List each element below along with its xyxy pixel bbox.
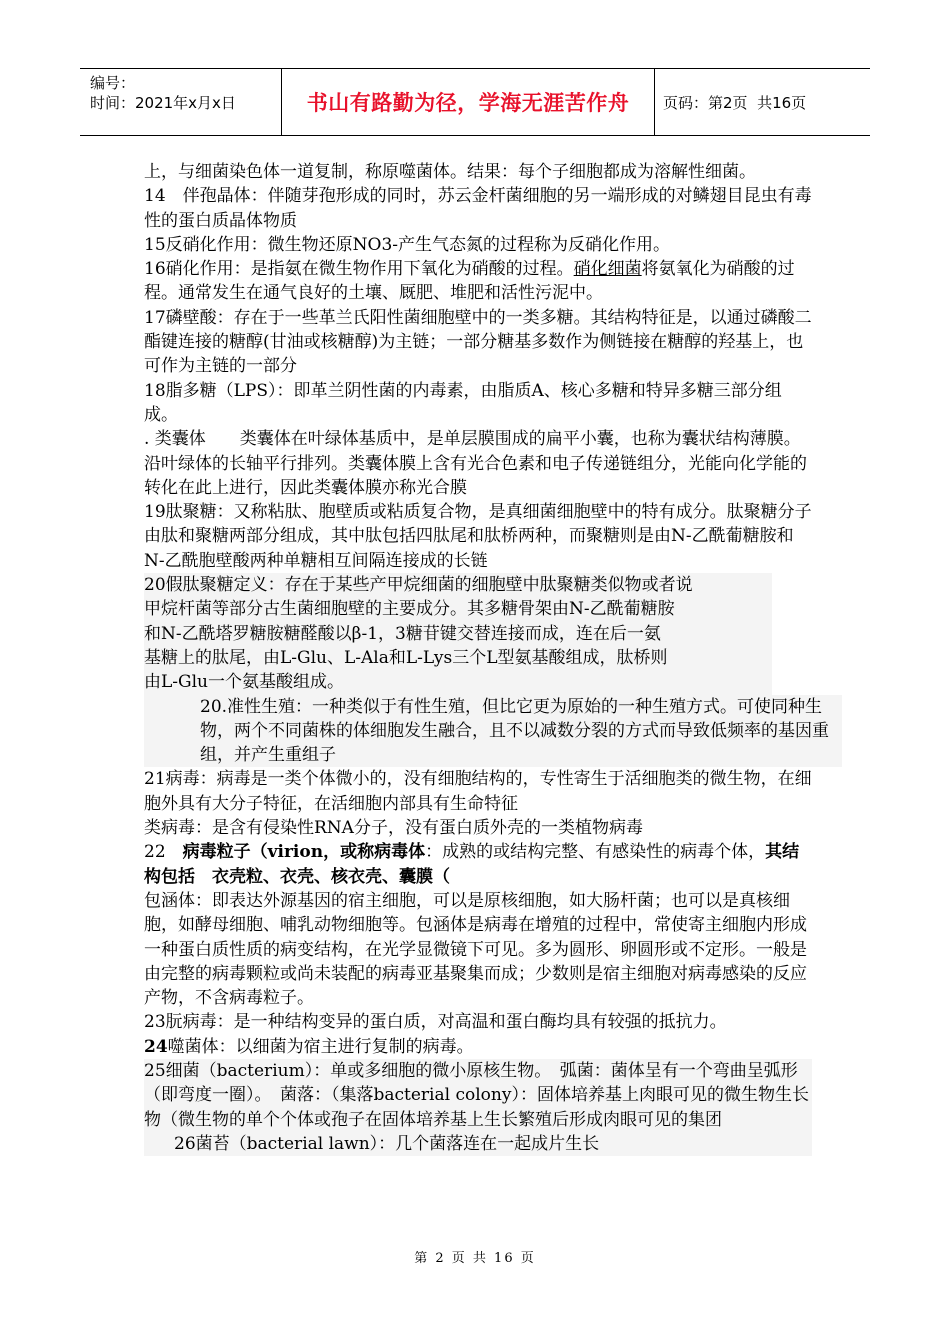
- paragraph-virus: 21病毒：病毒是一类个体微小的，没有细胞结构的，专性寄生于活细胞类的微生物，在细胞外具有大分子特征，在活细胞内部具有生命特征: [144, 769, 812, 814]
- paragraph-pseudopeptidoglycan: [144, 573, 772, 694]
- paragraph-thylakoid: . 类囊体 类囊体在叶绿体基质中，是单层膜围成的扁平小囊，也称为囊状结构薄膜。沿叶绿体的长轴平行排列。类囊体膜上含有光合色素和电子传递链组分，光能向化学能的转化在此上进行，因此类囊体膜亦称光合膜: [144, 429, 807, 498]
- pseudo-line-2: 甲烷杆菌等部分古生菌细胞壁的主要成分。其多糖骨架由N-乙酰葡糖胺: [144, 599, 675, 620]
- pseudo-line-4: 基糖上的肽尾，由L-Glu、L-Ala和L-Lys三个L型氨基酸组成，肽桥则: [144, 647, 668, 668]
- pseudo-line-1: 20假肽聚糖定义：存在于某些产甲烷细菌的细胞壁中肽聚糖类似物或者说: [144, 575, 693, 596]
- paragraph-parasexual: 20.准性生殖：一种类似于有性生殖，但比它更为原始的一种生殖方式。可使同种生物，两个不同菌株的体细胞发生融合，且不以减数分裂的方式而导致低频率的基因重组，并产生重组子: [144, 695, 842, 768]
- paragraph-nitrification: [144, 257, 812, 306]
- paragraph-viroid: 类病毒：是含有侵染性RNA分子，没有蛋白质外壳的一类植物病毒: [144, 818, 643, 839]
- nitrification-text-c: 将氨氧化为硝酸的过程。通常发生在通气良好的土壤、厩肥、堆肥和活性污泥中。: [144, 259, 795, 304]
- nitrification-text-a: 16硝化作用：是指氨在微生物作用下氧化为硝酸的过程。: [144, 259, 574, 280]
- nitrifying-bacteria-link[interactable]: 硝化细菌: [573, 259, 642, 280]
- paragraph-parasporal-crystal: 14 伴孢晶体：伴随芽孢形成的同时，苏云金杆菌细胞的另一端形成的对鳞翅目昆虫有毒性的蛋白质晶体物质: [144, 186, 812, 231]
- bacteriophage-def: 噬菌体：以细菌为宿主进行复制的病毒。: [167, 1036, 474, 1057]
- paragraph-prophage: 上，与细菌染色体一道复制，称原噬菌体。结果：每个子细胞都成为溶解性细菌。: [144, 162, 756, 182]
- header-info-cell: [80, 69, 282, 135]
- paragraph-teichoic-acid: 17磷壁酸：存在于一些革兰氏阳性菌细胞壁中的一类多糖。其结构特征是，以通过磷酸二酯键连接的糖醇(甘油或核糖醇)为主链；一部分糖基多数作为侧链接在糖醇的羟基上，也可作为主链的一部分: [144, 307, 812, 377]
- page-footer: 第 2 页 共 16 页: [414, 1251, 536, 1266]
- paragraph-peptidoglycan: 19肽聚糖：又称粘肽、胞壁质或粘质复合物，是真细菌细胞壁中的特有成分。肽聚糖分子由肽和聚糖两部分组成，其中肽包括四肽尾和肽桥两种，而聚糖则是由N-乙酰葡糖胺和N-乙酰胞壁酸两种单糖相互间隔连接成的长链: [144, 502, 812, 571]
- number-label: 编号：: [90, 74, 136, 92]
- virion-structure: 其结构包括 衣壳粒、衣壳、核衣壳、囊膜（: [144, 842, 800, 887]
- paragraph-denitrification: 15反硝化作用：微生物还原NO3-产生气态氮的过程称为反硝化作用。: [144, 234, 671, 255]
- virion-def: ：成熟的或结构完整、有感染性的病毒个体，: [425, 842, 766, 863]
- virion-term: 病毒粒子（virion，或称病毒体: [182, 842, 426, 863]
- paragraph-inclusion-body: 包涵体：即表达外源基因的宿主细胞，可以是原核细胞，如大肠杆菌；也可以是真核细胞，如酵母细胞、哺乳动物细胞等。包涵体是病毒在增殖的过程中，常使寄主细胞内形成一种蛋白质性质的病变结构，在光学显微镜下可见。多为圆形、卵圆形或不定形。一般是由完整的病毒颗粒或尚未装配的病毒亚基聚集而成；少数则是宿主细胞对病毒感染的反应产物，不含病毒粒子。: [144, 890, 807, 1009]
- header-table: [80, 68, 870, 136]
- paragraph-bacterium: 25细菌（bacterium）：单或多细胞的微小原核生物。 弧菌：菌体呈有一个弯曲呈弧形（即弯度一圈）。 菌落：（集落bacterial colony）：固体培养基上肉眼可见的微生物生长物（微生物的单个个体或孢子在固体培养基上生长繁殖后形成肉眼可见的集团: [144, 1059, 812, 1132]
- paragraph-lps: 18脂多糖（LPS）：即革兰阴性菌的内毒素，由脂质A、核心多糖和特异多糖三部分组成。: [144, 380, 782, 425]
- paragraph-bacterial-lawn: 26菌苔（bacterial lawn）：几个菌落连在一起成片生长: [144, 1132, 812, 1156]
- page-label: 页码：第2页 共16页: [663, 93, 807, 112]
- virion-number: 22: [144, 842, 183, 863]
- pseudo-line-5: 由L-Glu一个氨基酸组成。: [144, 672, 344, 693]
- paragraph-virion: [144, 840, 812, 889]
- document-body: [144, 160, 829, 1156]
- motto: 书山有路勤为径，学海无涯苦作舟: [282, 69, 655, 135]
- bacteriophage-number: 24: [144, 1036, 168, 1057]
- paragraph-bacteriophage: [144, 1035, 812, 1059]
- paragraph-prion: 23朊病毒：是一种结构变异的蛋白质，对高温和蛋白酶均具有较强的抵抗力。: [144, 1012, 727, 1033]
- time-label: 时间：2021年x月x日: [90, 94, 236, 112]
- pseudo-line-3: 和N-乙酰塔罗糖胺糖醛酸以β-1，3糖苷键交替连接而成，连在后一氨: [144, 623, 661, 644]
